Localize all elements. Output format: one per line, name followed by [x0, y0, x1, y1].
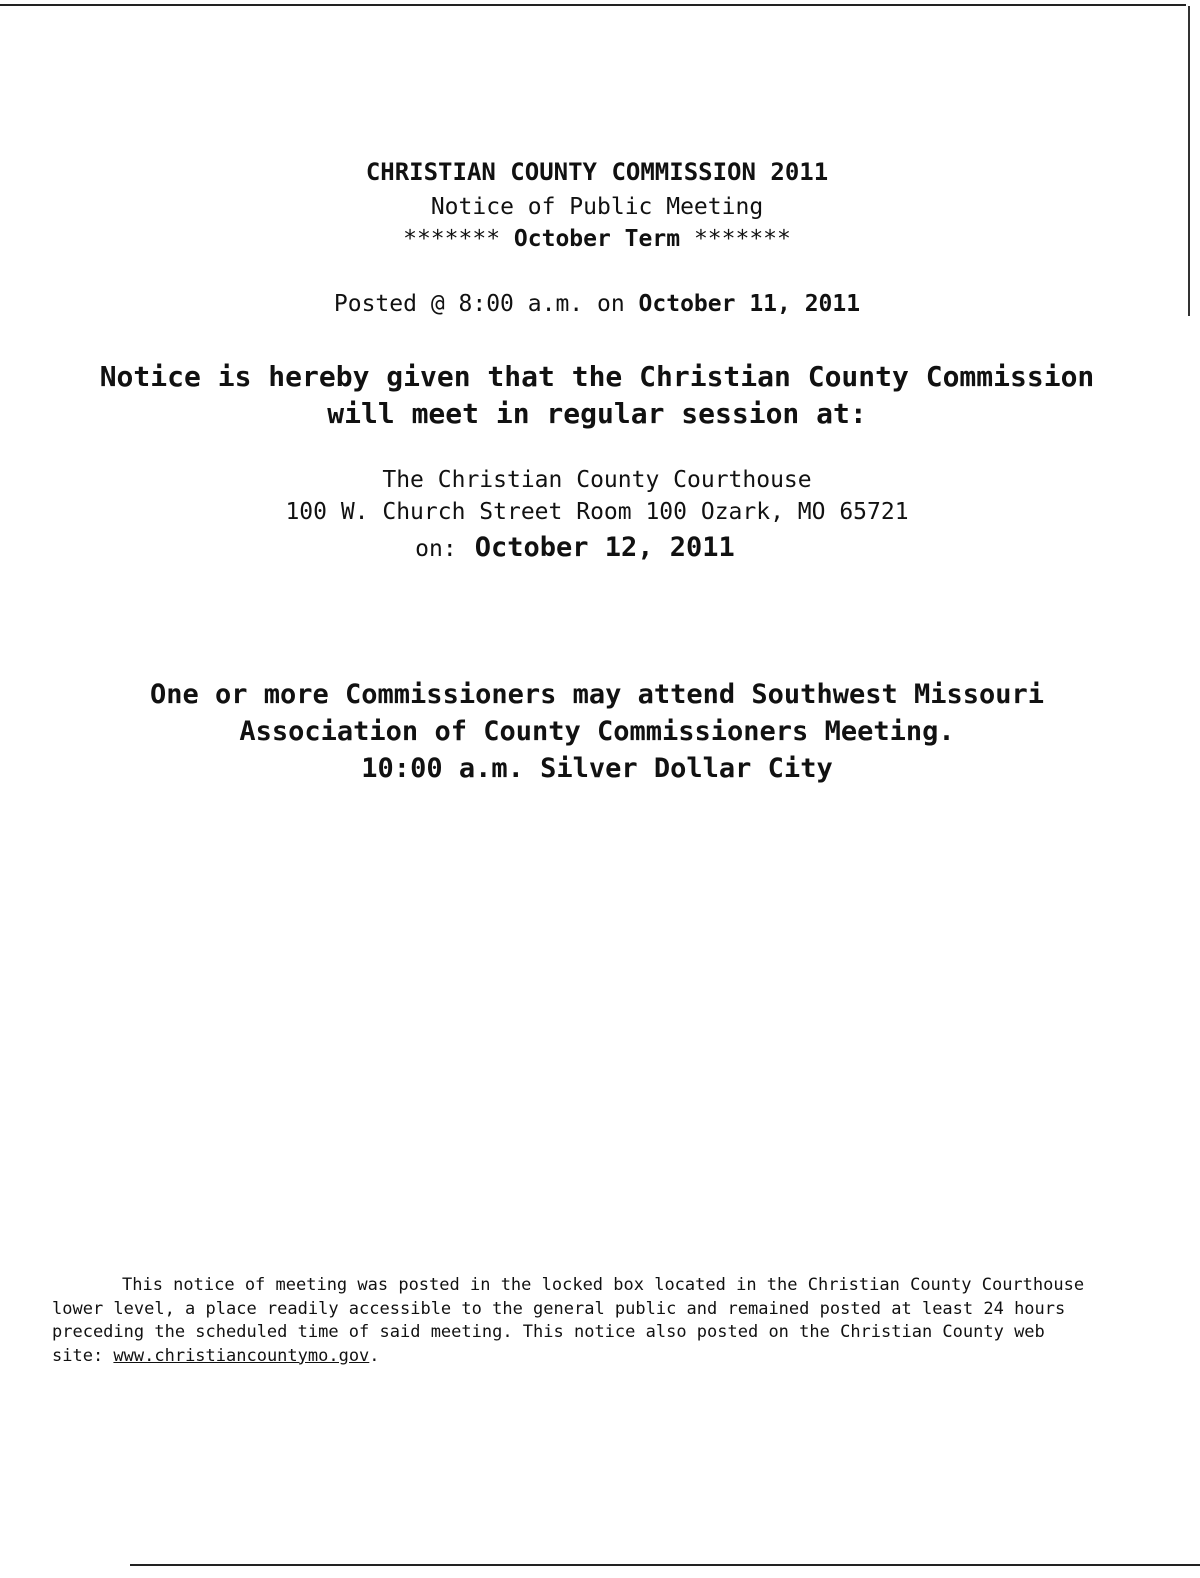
location-name: The Christian County Courthouse [382, 467, 812, 493]
site-prefix: site: [52, 1345, 114, 1366]
term-line [0, 226, 1194, 252]
posting-statement [52, 1274, 1142, 1368]
announcement-line-2: Association of County Commissioners Meeting. [239, 716, 955, 747]
location-address: 100 W. Church Street Room 100 Ozark, MO 65721 [285, 499, 909, 525]
term-label: October Term [513, 226, 681, 252]
posted-line [0, 291, 1194, 317]
meeting-date-line [0, 532, 1150, 563]
posting-statement-line-4 [52, 1345, 1142, 1369]
posting-statement-line-1: This notice of meeting was posted in the locked box located in the Christian County Courthouse [122, 1275, 1085, 1295]
term-stars-right: ******* [693, 226, 791, 252]
posting-statement-line-3: preceding the scheduled time of said meeting. This notice also posted on the Christian County web [52, 1322, 1045, 1342]
announcement-line-1: One or more Commissioners may attend Southwest Missouri [149, 679, 1045, 710]
notice-line-2: will meet in regular session at: [327, 397, 867, 430]
site-suffix: . [369, 1345, 380, 1366]
document-title: CHRISTIAN COUNTY COMMISSION 2011 [365, 158, 829, 186]
website-link[interactable]: www.christiancountymo.gov [113, 1345, 370, 1366]
posted-date: October 11, 2011 [638, 291, 861, 317]
scan-edge-bottom [130, 1564, 1200, 1566]
posted-prefix: Posted @ 8:00 a.m. on [333, 291, 625, 317]
announcement-line-3: 10:00 a.m. Silver Dollar City [361, 753, 833, 784]
notice-line-1: Notice is hereby given that the Christian County Commission [99, 360, 1095, 393]
term-stars-left: ******* [403, 226, 501, 252]
document-subtitle: Notice of Public Meeting [430, 194, 764, 220]
on-label: on: [415, 536, 457, 562]
scan-edge-top [0, 4, 1186, 6]
meeting-date: October 12, 2011 [474, 532, 735, 563]
posting-statement-line-2: lower level, a place readily accessible to the general public and remained posted at least 24 hours [52, 1298, 1066, 1319]
